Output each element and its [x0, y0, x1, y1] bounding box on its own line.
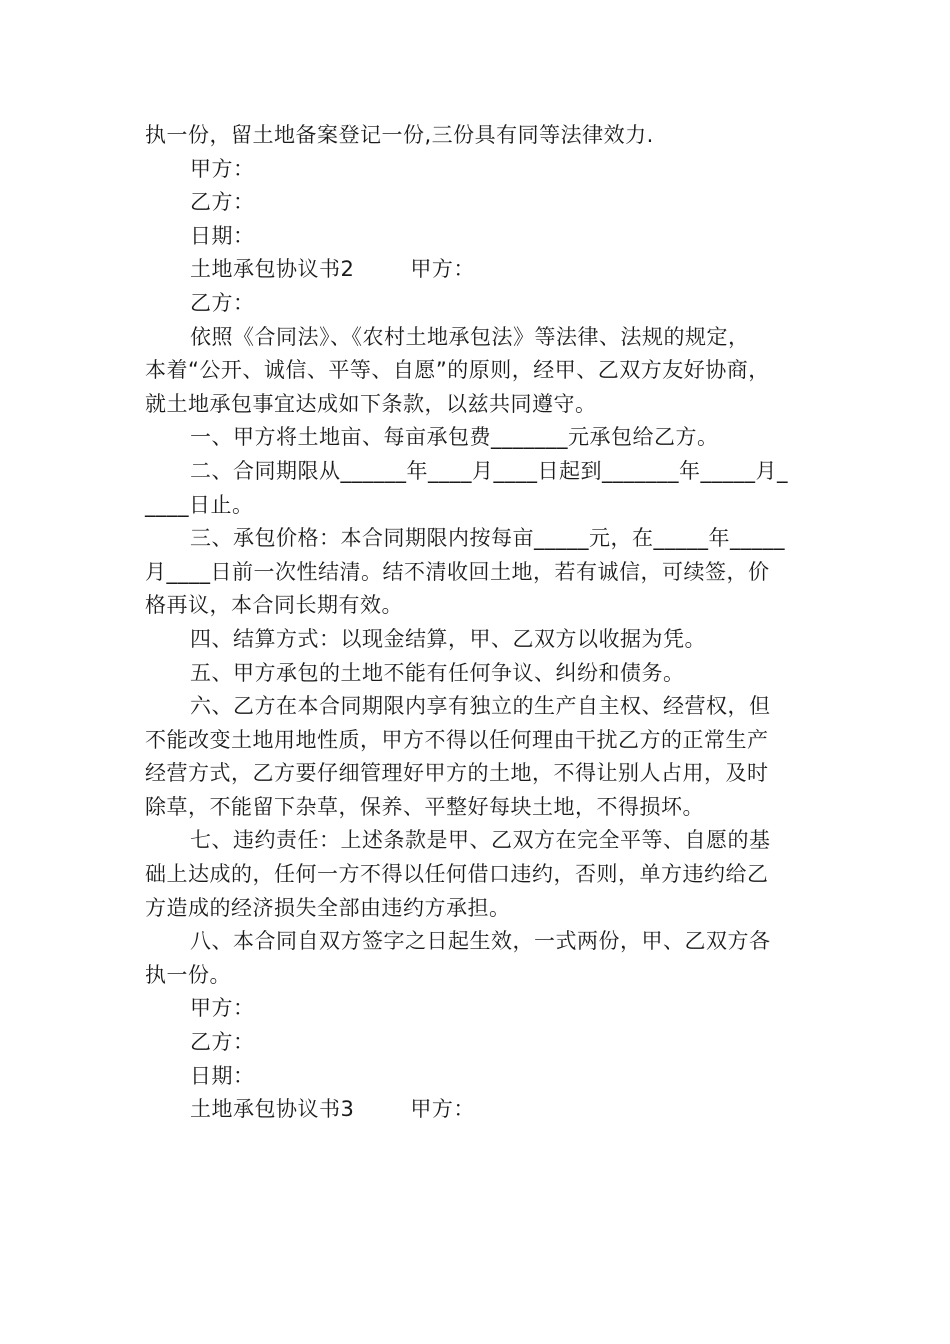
- party-a-label: 甲方：: [190, 996, 255, 1021]
- document-body: [145, 119, 825, 1127]
- clause-line: 经营方式，乙方要仔细管理好甲方的土地，不得让别人占用，及时: [145, 761, 769, 786]
- section-heading-line: [145, 253, 825, 287]
- party-a-label: 甲方：: [190, 156, 255, 181]
- clause-line: 五、甲方承包的土地不能有任何争议、纠纷和债务。: [190, 660, 685, 685]
- clause-line: 六、乙方在本合同期限内享有独立的生产自主权、经营权，但: [190, 694, 771, 719]
- clause-line: 一、甲方将土地亩、每亩承包费_______元承包给乙方。: [190, 425, 719, 450]
- party-b-label: 乙方：: [190, 290, 255, 315]
- section-title: 土地承包协议书3: [190, 1097, 355, 1122]
- paragraph-line: 依照《合同法》、《农村土地承包法》等法律、法规的规定，: [190, 324, 750, 349]
- section-title: 土地承包协议书2: [190, 257, 355, 282]
- clause-line: 格再议，本合同长期有效。: [145, 593, 403, 618]
- paragraph-line: 就土地承包事宜达成如下条款，以兹共同遵守。: [145, 391, 597, 416]
- clause-line: 月____日前一次性结清。结不清收回土地，若有诚信，可续签，价: [145, 559, 770, 584]
- party-a-label: 甲方：: [410, 1097, 475, 1122]
- paragraph-line: 本着“公开、诚信、平等、自愿”的原则，经甲、乙双方友好协商，: [145, 358, 770, 383]
- clause-line: 不能改变土地用地性质，甲方不得以任何理由干扰乙方的正常生产: [145, 727, 769, 752]
- date-label: 日期：: [190, 1063, 255, 1088]
- clause-line: 方造成的经济损失全部由违约方承担。: [145, 895, 511, 920]
- clause-line: 三、承包价格：本合同期限内按每亩_____元，在_____年_____: [190, 526, 785, 551]
- clause-line: 八、本合同自双方签字之日起生效，一式两份，甲、乙双方各: [190, 929, 771, 954]
- date-label: 日期：: [190, 223, 255, 248]
- party-b-label: 乙方：: [190, 1030, 255, 1055]
- clause-line: 执一份。: [145, 962, 231, 987]
- clause-line: 四、结算方式：以现金结算，甲、乙双方以收据为凭。: [190, 626, 706, 651]
- clause-line: 础上达成的，任何一方不得以任何借口违约，否则，单方违约给乙: [145, 862, 769, 887]
- party-a-label: 甲方：: [410, 257, 475, 282]
- clause-line: 二、合同期限从______年____月____日起到_______年_____月_: [190, 458, 788, 483]
- party-b-label: 乙方：: [190, 190, 255, 215]
- clause-line: 除草，不能留下杂草，保养、平整好每块土地，不得损坏。: [145, 794, 704, 819]
- paragraph-line: 执一份，留土地备案登记一份,三份具有同等法律效力.: [145, 123, 654, 147]
- section-heading-line: [145, 1093, 825, 1127]
- clause-line: ____日止。: [145, 492, 254, 517]
- clause-line: 七、违约责任：上述条款是甲、乙双方在完全平等、自愿的基: [190, 828, 771, 853]
